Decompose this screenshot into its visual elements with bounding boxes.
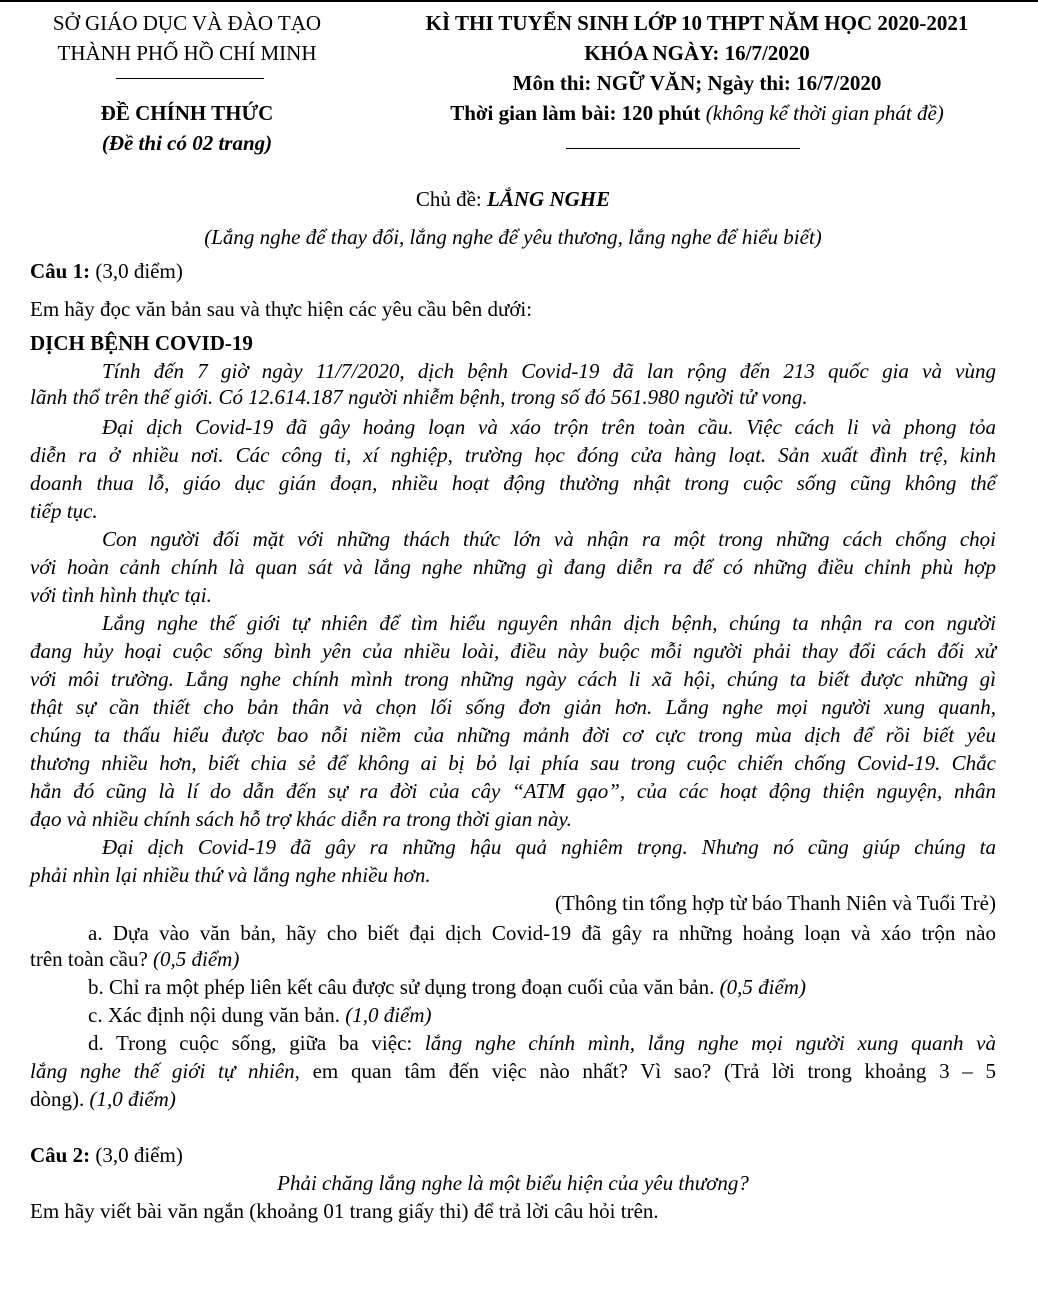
time-line bbox=[372, 98, 1022, 128]
pages-note: (Đề thi có 02 trang) bbox=[101, 131, 273, 155]
q1-instruction: Em hãy đọc văn bản sau và thực hiện các yêu cầu bên dưới: bbox=[30, 297, 533, 321]
passage-title: DỊCH BỆNH COVID-19 bbox=[30, 331, 253, 355]
passage-line: phải nhìn lại nhiều thứ và lắng nghe nhiều hơn. bbox=[30, 863, 431, 887]
question-a-points: (0,5 điểm) bbox=[147, 947, 240, 971]
passage-line: doanh thua lỗ, giáo dục gián đoạn, nhiều hoạt động thường nhật trong cuộc sống cũng không thể bbox=[30, 471, 996, 495]
top-border bbox=[0, 0, 1038, 2]
q2-prompt: Phải chăng lắng nghe là một biểu hiện của yêu thương? bbox=[277, 1171, 749, 1195]
passage-line: Đại dịch Covid-19 đã gây ra những hậu quả nghiêm trọng. Nhưng nó cũng giúp chúng ta bbox=[102, 835, 996, 859]
passage-line: đạo và nhiều chính sách hỗ trợ khác diễn ra trong thời gian này. bbox=[30, 807, 572, 831]
q2-instruction: Em hãy viết bài văn ngắn (khoảng 01 trang giấy thi) để trả lời câu hỏi trên. bbox=[30, 1199, 659, 1223]
theme-prefix: Chủ đề: bbox=[415, 187, 488, 211]
question-d-emph: lắng nghe thế giới tự nhiên bbox=[30, 1059, 295, 1083]
passage-line: tiếp tục. bbox=[30, 499, 98, 523]
passage-line: Lắng nghe thế giới tự nhiên để tìm hiểu nguyên nhân dịch bệnh, chúng ta nhận ra con người bbox=[102, 611, 996, 635]
question-d-text: dòng). bbox=[30, 1087, 85, 1111]
q2-label: Câu 2: bbox=[30, 1143, 91, 1167]
exam-date: KHÓA NGÀY: 16/7/2020 bbox=[584, 41, 810, 65]
question-d bbox=[30, 1030, 996, 1056]
passage-line: thương nhiều hơn, biết chia sẻ để không ai bị bỏ lại phía sau trong cuộc chiến chống Covid-19. Chắc bbox=[30, 751, 996, 775]
passage-line: với hoàn cảnh chính là quan sát và lắng nghe những gì đang diễn ra để có những điều chỉnh phù hợp bbox=[30, 555, 996, 579]
right-divider bbox=[566, 148, 800, 149]
theme-title bbox=[30, 186, 996, 212]
question-d-text: , em quan tâm đến việc nào nhất? Vì sao? (Trả lời trong khoảng 3 – 5 bbox=[294, 1059, 996, 1083]
question-d-text: d. Trong cuộc sống, giữa ba việc: bbox=[88, 1031, 425, 1055]
official-label: ĐỀ CHÍNH THỨC bbox=[100, 101, 274, 125]
question-c-text: c. Xác định nội dung văn bản. bbox=[88, 1003, 340, 1027]
q2-heading bbox=[30, 1142, 996, 1168]
passage-line: lãnh thổ trên thế giới. Có 12.614.187 người nhiễm bệnh, trong số đó 561.980 người tử vong. bbox=[30, 385, 808, 409]
q1-heading bbox=[30, 258, 996, 284]
question-a: a. Dựa vào văn bản, hãy cho biết đại dịch Covid-19 đã gây ra những hoảng loạn và xáo trộn nào bbox=[88, 921, 996, 945]
city-name: THÀNH PHỐ HỒ CHÍ MINH bbox=[57, 41, 317, 65]
question-d-cont bbox=[30, 1058, 996, 1084]
question-a-text: trên toàn cầu? bbox=[30, 947, 148, 971]
department-name: SỞ GIÁO DỤC VÀ ĐÀO TẠO bbox=[52, 11, 322, 35]
passage-line: Tính đến 7 giờ ngày 11/7/2020, dịch bệnh Covid-19 đã lan rộng đến 213 quốc gia và vùng bbox=[102, 359, 996, 383]
question-d-emph: lắng nghe chính mình, lắng nghe mọi người xung quanh và bbox=[424, 1031, 996, 1055]
theme-subtitle: (Lắng nghe để thay đổi, lắng nghe để yêu thương, lắng nghe để hiểu biết) bbox=[204, 225, 822, 249]
passage-line: Con người đối mặt với những thách thức lớn và nhận ra một trong những cách chống chọi bbox=[102, 527, 996, 551]
passage-line: với tình hình thực tại. bbox=[30, 583, 212, 607]
question-b bbox=[30, 974, 996, 1000]
passage-line: đang hủy hoại cuộc sống bình yên của nhiều loài, điều này buộc mỗi người phải thay đổi cách đối xử bbox=[30, 639, 996, 663]
passage-line: thật sự cần thiết cho bản thân và chọn lối sống đơn giản hơn. Lắng nghe mọi người xung quanh, bbox=[30, 695, 996, 719]
theme-name: LẮNG NGHE bbox=[487, 187, 611, 211]
passage-line: Đại dịch Covid-19 đã gây hoảng loạn và xáo trộn trên toàn cầu. Việc cách li và phong tỏa bbox=[102, 415, 996, 439]
question-d-points: (1,0 điểm) bbox=[84, 1087, 176, 1111]
question-c bbox=[30, 1002, 996, 1028]
q1-label: Câu 1: bbox=[30, 259, 91, 283]
question-b-text: b. Chỉ ra một phép liên kết câu được sử dụng trong đoạn cuối của văn bản. bbox=[88, 975, 715, 999]
exam-title: KÌ THI TUYỂN SINH LỚP 10 THPT NĂM HỌC 2020-2021 bbox=[425, 11, 969, 35]
q1-points: (3,0 điểm) bbox=[90, 259, 183, 283]
question-b-points: (0,5 điểm) bbox=[714, 975, 806, 999]
passage-source: (Thông tin tổng hợp từ báo Thanh Niên và Tuổi Trẻ) bbox=[555, 891, 996, 915]
passage-line: diễn ra ở nhiều nơi. Các công ti, xí nghiệp, trường học đóng cửa hàng loạt. Sản xuất đình trệ, kinh bbox=[30, 443, 996, 467]
time-bold: Thời gian làm bài: 120 phút bbox=[450, 101, 701, 125]
left-divider bbox=[116, 78, 264, 79]
question-a-cont bbox=[30, 946, 996, 972]
passage-line: hẳn đó cũng là lí do dẫn đến sự ra đời của cây “ATM gạo”, của các hoạt động thiện nguyện, nhân bbox=[30, 779, 996, 803]
passage-line: với môi trường. Lắng nghe chính mình trong những ngày cách li xã hội, chúng ta biết được những gì bbox=[30, 667, 996, 691]
q2-points: (3,0 điểm) bbox=[90, 1143, 183, 1167]
subject-line: Môn thi: NGỮ VĂN; Ngày thi: 16/7/2020 bbox=[512, 71, 882, 95]
question-d-end bbox=[30, 1086, 996, 1112]
question-c-points: (1,0 điểm) bbox=[339, 1003, 432, 1027]
passage-line: chúng ta thấu hiểu được bao nỗi niềm của những mảnh đời cơ cực trong mùa dịch để rồi biết yêu bbox=[30, 723, 996, 747]
time-note: (không kể thời gian phát đề) bbox=[700, 101, 944, 125]
